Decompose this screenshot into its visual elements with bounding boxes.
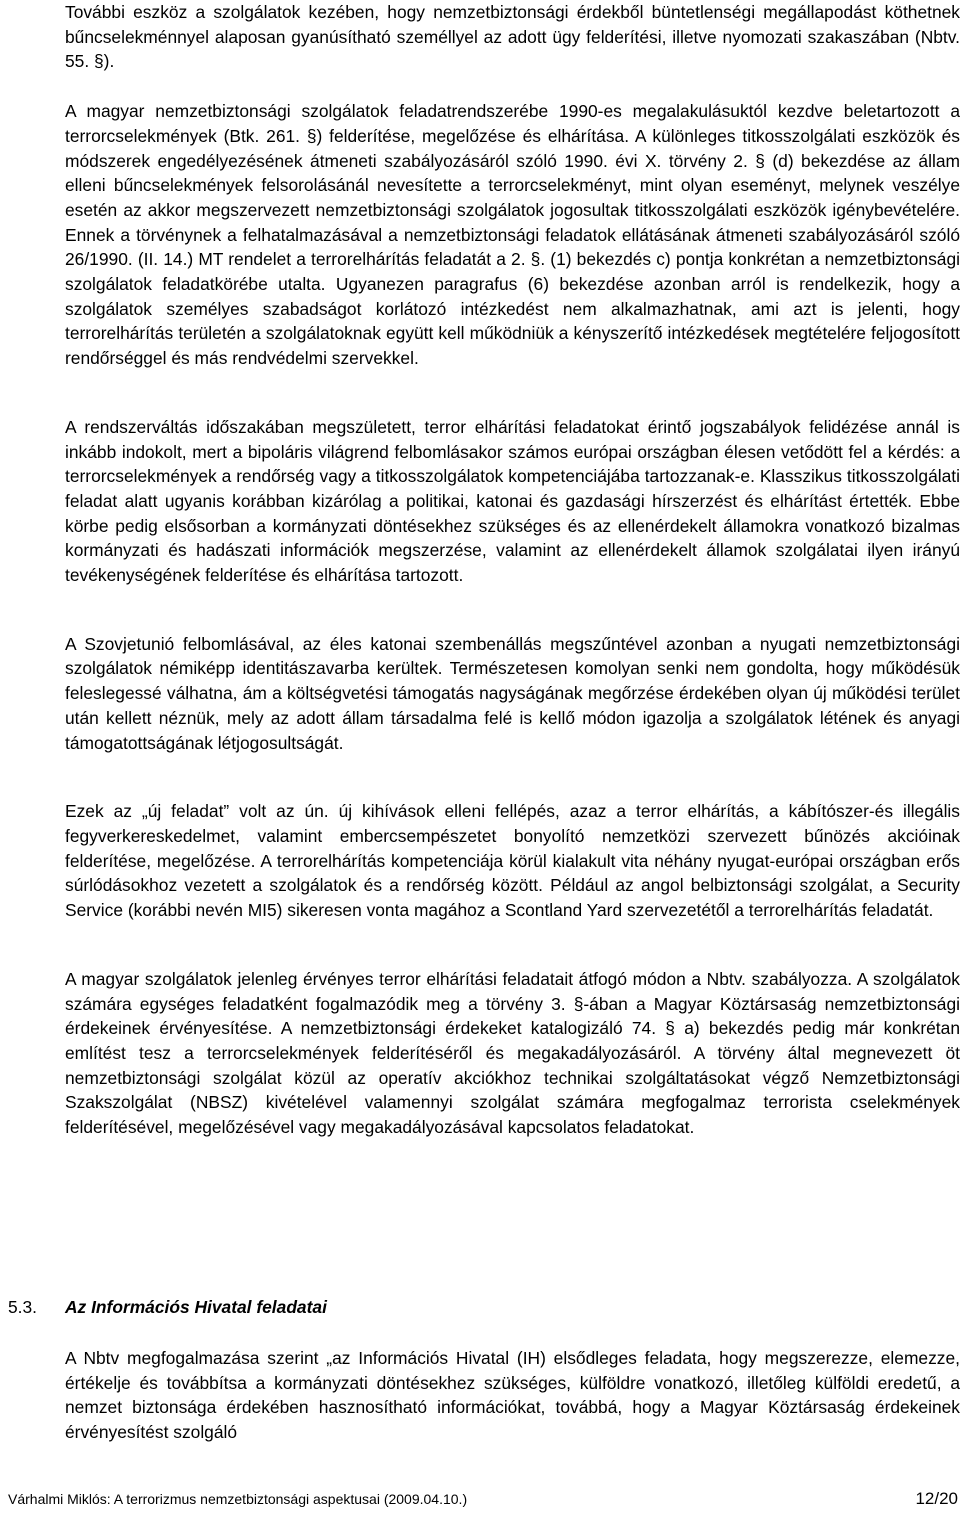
paragraph-7: A Nbtv megfogalmazása szerint „az Információs Hivatal (IH) elsődleges feladata, hogy megszerezze, elemezze, értékelje és továbbítsa a kormányzati döntésekhez szükséges, külföldre vonatkozó, illetőleg külföldi eredetű, a nemzet biztonsága érdekében hasznosítható információkat, továbbá, hogy a Magyar Köztársaság érdekeinek érvényesítést szolgáló [65, 1348, 960, 1443]
paragraph-6: A magyar szolgálatok jelenleg érvényes terror elhárítási feladatait átfogó módon a Nbtv. szabályozza. A szolgálatok számára egységes feladatként fogalmazódik meg a törvény 3. §-ában a Magyar Köztársaság nemzetbiztonsági érdekeinek érvényesítése. A nemzetbiztonsági érdekeket katalogizáló 74. § a) bekezdés pedig már konkrétan említést tesz a terrorcselekmények felderítéséről és megakadályozásáról. A törvény által megnevezett öt nemzetbiztonsági szolgálat közül az operatív akciókhoz technikai szolgáltatásokat végző Nemzetbiztonsági Szakszolgálat (NBSZ) kivételével valamennyi szolgálat számára megfogalmaz terrorista cselekmények felderítésével, megelőzésével vagy megakadályozásával kapcsolatos feladatokat. [65, 968, 960, 1138]
section-number: 5.3. [8, 1297, 38, 1317]
paragraph-5: Ezek az „új feladat” volt az ún. új kihívások elleni fellépés, azaz a terror elhárítás, a kábítószer-és illegális fegyverkereskedelmet, valamint embercsempészetet bonyolító nemzetközi szervezett bűnözés akcióinak felderítése, megelőzése. A terrorelhárítás kompetenciája körül kialakult vita néhány nyugat-európai országban erős súrlódásokhoz vezetett a szolgálatok és a rendőrség között. Például az angol belbiztonsági szolgálat, a Security Service (korábbi nevén MI5) sikeresen vonta magához a Scontland Yard szervezetétől a terrorelhárítás feladatát. [65, 801, 960, 921]
paragraph-2: A magyar nemzetbiztonsági szolgálatok feladatrendszerébe 1990-es megalakulásuktól kezdve beletartozott a terrorcselekmények (Btk. 261. §) felderítése, megelőzése és elhárítása. A különleges titkosszolgálati eszközök és módszerek engedélyezésének átmeneti szabályozásáról szóló 1990. évi X. törvény 2. § (d) bekezdése az állam elleni bűncselekmények felsorolásánál nevesítette a terrorcselekményt, mint olyan eseményt, melynek veszélye esetén az akkor megszervezett nemzetbiztonsági szolgálatok jogosultak titkosszolgálati eszközök igénybevételére. Ennek a törvénynek a felhatalmazásával a nemzetbiztonsági feladatok ellátásának átmeneti szabályozásáról szóló 26/1990. (II. 14.) MT rendelet a terrorelhárítás feladatát a 2. §. (1) bekezdés c) pontja konkrétan a nemzetbiztonsági szolgálatok feladatkörébe utalta. Ugyanezen paragrafus (6) bekezdése azonban arról is rendelkezik, hogy a szolgálatok személyes szabadságot korlátozó intézkedést nem alkalmazhatnak, ami azt is jelenti, hogy terrorelhárítás területén a szolgálatoknak együtt kell működniük a kényszerítő intézkedések megtételére feljogosított rendőrséggel és más rendvédelmi szervekkel. [65, 101, 960, 369]
document-body [65, 0, 960, 1140]
section-title: Az Információs Hivatal feladatai [65, 1297, 327, 1317]
document-body-continued [65, 1346, 960, 1445]
paragraph-1: További eszköz a szolgálatok kezében, hogy nemzetbiztonsági érdekből büntetlenségi megállapodást köthetnek bűncselekménnyel alaposan gyanúsítható személlyel az adott ügy felderítési, illetve nyomozati szakaszában (Nbtv. 55. §). [65, 2, 960, 72]
paragraph-4: A Szovjetunió felbomlásával, az éles katonai szembenállás megszűntével azonban a nyugati nemzetbiztonsági szolgálatok némiképp identitászavarba kerültek. Természetesen komolyan senki nem gondolta, hogy működésük feleslegessé válhatna, ám a költségvetési támogatás nagyságának megőrzése érdekében olyan új működési terület után kellett néznük, mely az adott állam társadalma felé is kellő módon igazolja a szolgálatok létének és anyagi támogatottságának létjogosultságát. [65, 633, 960, 753]
page-number: 12/20 [915, 1489, 958, 1508]
footer-citation: Várhalmi Miklós: A terrorizmus nemzetbiztonsági aspektusai (2009.04.10.) [8, 1491, 468, 1507]
paragraph-3: A rendszerváltás időszakában megszületett, terror elhárítási feladatokat érintő jogszabályok felidézése annál is inkább indokolt, mert a bipoláris világrend felbomlásakor számos európai országban élesen vetődött fel a kérdés: a terrorcselekmények a rendőrség vagy a titkosszolgálatok kompetenciájába tartozzanak-e. Klasszikus titkosszolgálati feladat alatt ugyanis korábban kizárólag a politikai, katonai és gazdasági hírszerzést és elhárítást értették. Ebbe körbe pedig elsősorban a kormányzati döntésekhez szükséges és az ellenérdekelt államokra vonatkozó bizalmas kormányzati és hadászati információk megszerzése, valamint az ellenérdekelt államok szolgálatai ilyen irányú tevékenységének felderítése és elhárítása tartozott. [65, 416, 960, 586]
